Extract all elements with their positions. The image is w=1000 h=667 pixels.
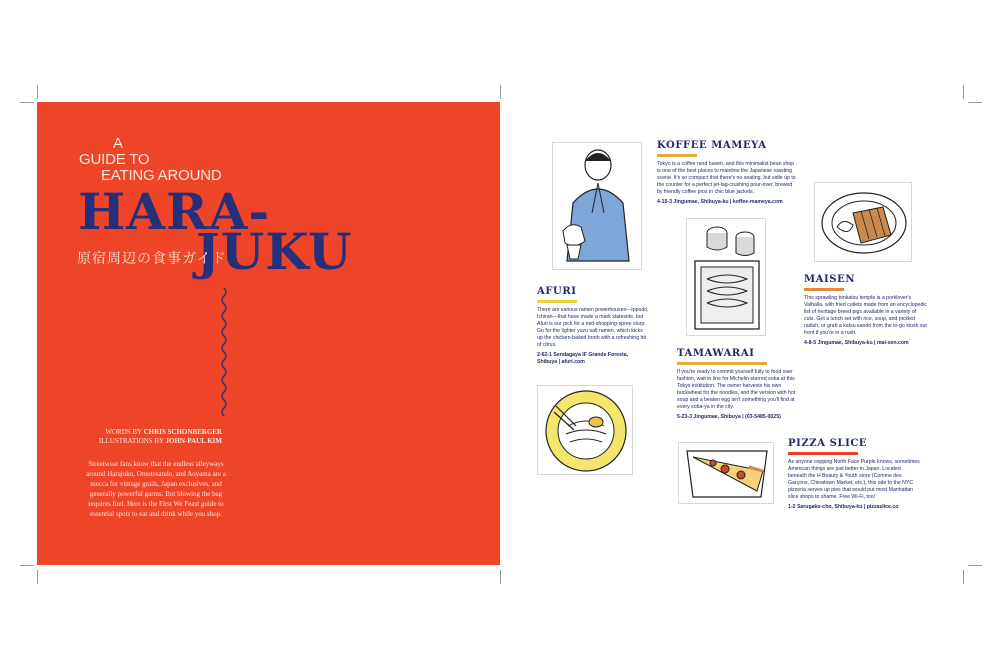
illustrator-name: JOHN-PAUL KIM (165, 437, 222, 445)
spot-name: KOFFEE MAMEYA (657, 140, 767, 151)
spot-name: PIZZA SLICE (788, 438, 868, 449)
spot-address: 4-15-3 Jingumae, Shibuya-ku | koffee-mameya.com (657, 199, 783, 205)
spot-address: 2-62-1 Sendagaya IF Grande Foresta, Shibuya | afuri.com (537, 352, 629, 365)
spot-maisen (804, 274, 928, 347)
crop-mark (500, 85, 501, 99)
spot-afuri (537, 286, 649, 366)
title-line: JUKU (196, 222, 353, 281)
spot-name: AFURI (537, 286, 577, 297)
crop-mark (37, 570, 38, 584)
credit-label: WORDS BY (105, 428, 144, 436)
kicker-title (77, 136, 221, 184)
spot-description: As anyone copping North Face Purple knows, sometimes American things are just better in Japan. Located beneath the H Beauty & Youth store (Comme des Garçons, Chinatown Market, etc.), this ode to the NYC pizzeria serves up pies that would put most Manhattan slice shops to shame. Free Wi-Fi, too! (788, 459, 920, 500)
intro-paragraph: Streetwear fans know that the endless alleyways around Harajuku, Omotesando, and Aoyama are a mecca for vintage grails, Japan exclusives, and generally powerful garms. But blowing the bag requires fuel. Here is the First We Feast guide to essential spots to eat and drink while you shop. (86, 460, 226, 518)
spot-address: 1-2 Sarugaku-cho, Shibuya-ku | pizzaslice.co (788, 504, 899, 510)
soba-illustration (686, 218, 766, 336)
crop-mark (37, 85, 38, 99)
kicker-line: A (113, 135, 123, 152)
pizza-illustration (678, 442, 774, 504)
barista-illustration (552, 142, 642, 270)
pizza-drawing-icon (679, 443, 774, 504)
spot-description: Tokyo is a coffee nerd haven, and this minimalist bean shop is one of the best places to mainline the Japanese roasting scene. It's so compact that there's no seating, but sidle up to the counter for a perfect jet-lag-crushing pour-over, brewed by friendly coffee pros in chic blue jackets. (657, 161, 796, 195)
accent-bar (677, 362, 767, 365)
ramen-drawing-icon (538, 386, 633, 475)
soba-drawing-icon (687, 219, 766, 336)
spot-address: 5-23-3 Jingumae, Shibuya | (03-5485-0025) (677, 414, 781, 420)
crop-mark (20, 102, 34, 103)
spot-tamawarai (677, 348, 801, 421)
crop-mark (20, 565, 34, 566)
spot-name: MAISEN (804, 274, 856, 285)
crop-mark (968, 102, 982, 103)
credits (99, 428, 222, 446)
ramen-illustration (537, 385, 633, 475)
barista-drawing-icon (553, 143, 642, 270)
writer-name: CHRIS SCHONBERGER (143, 428, 222, 436)
tonkatsu-illustration (814, 182, 912, 262)
accent-bar (657, 154, 697, 157)
kicker-line: EATING AROUND (101, 167, 222, 184)
spot-description: If you're ready to commit yourself fully to food over fashion, wait in line for Michelin-starred soba at this Tokyo institution. The owner harvests his own buckwheat for the noodles, and the version with hot soup and a beaten egg isn't something you'll find at every soba-ya in the city. (677, 369, 796, 410)
cover-page (37, 102, 500, 565)
crop-mark (500, 570, 501, 584)
accent-bar (788, 452, 858, 455)
tonkatsu-drawing-icon (815, 183, 912, 262)
spot-pizza-slice (788, 438, 920, 511)
japanese-title: 原宿周辺の食事ガイド (77, 251, 227, 267)
squiggle-divider-icon (219, 288, 229, 418)
accent-bar (804, 288, 844, 291)
kicker-line: GUIDE TO (79, 151, 150, 168)
crop-mark (968, 565, 982, 566)
spot-address: 4-8-5 Jingumae, Shibuya-ku | mai-sen.com (804, 340, 909, 346)
crop-mark (963, 85, 964, 99)
title-line: HARA- (78, 182, 271, 241)
credit-label: ILLUSTRATIONS BY (98, 437, 166, 445)
spot-description: There are various ramen powerhouses—Ippudo, Ichiran—that have made a mark stateside, but Afuri is our pick for a mid-shopping-spree slurp. Go for the lighter yuzu salt ramen, which kicks up the chicken-based broth with a refreshing hit of citrus. (537, 307, 649, 348)
spot-description: This sprawling tonkatsu temple is a porklover's Valhalla, with fried cutlets made from an encyclopedic list of heritage breed pigs available in a variety of cuts. Get a lunch set with rice, soup, and pickled radish, or grab a katsu sando from the to-go kiosk out front if you're in a rush. (804, 295, 928, 336)
accent-bar (537, 300, 577, 303)
spot-koffee-mameya (657, 140, 797, 206)
crop-mark (963, 570, 964, 584)
spot-name: TAMAWARAI (677, 348, 755, 359)
